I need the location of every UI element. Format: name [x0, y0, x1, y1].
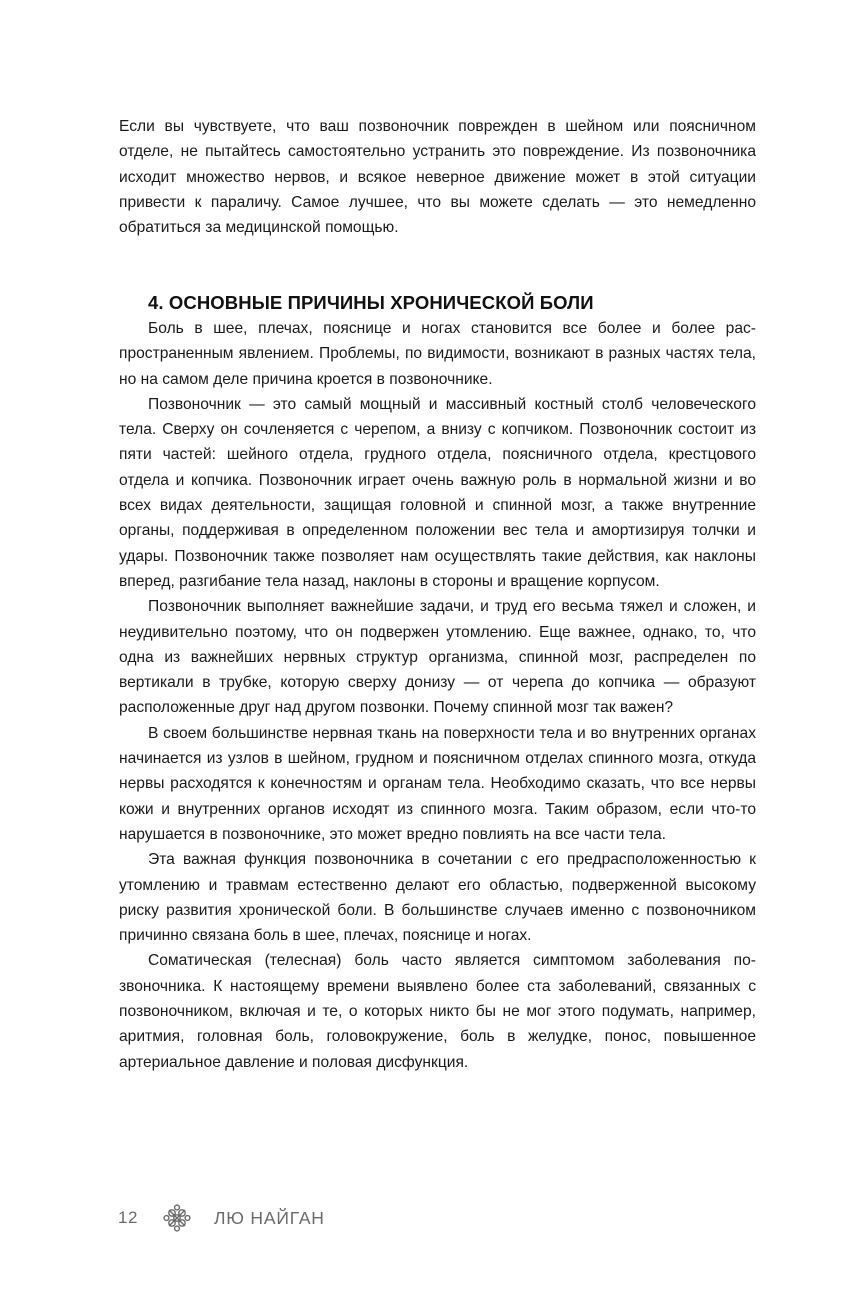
body-paragraph-6: Соматическая (телесная) боль часто является симптомом заболевания позвоночника. К настоящему времени выявлено более ста заболеваний, связанных с позвоночником, включая и те, о которых никто бы не мог этого подумать, например, аритмия, головная боль, головокружение, боль в желудке, понос, повышенное артериальное давление и половая дисфункция. [119, 952, 756, 1071]
page-footer [118, 1203, 325, 1233]
body-paragraph-1: Боль в шее, плечах, пояснице и ногах становится все более и более распространенным явлением. Проблемы, по видимости, возникают в разных частях тела, но на самом деле причина кроется в позвоночнике. [119, 320, 756, 388]
intro-text [119, 114, 756, 240]
endless-knot-icon [162, 1203, 192, 1233]
intro-paragraph: Если вы чувствуете, что ваш позвоночник поврежден в шейном или поясничном отделе, не пытайтесь самостоятельно устранить это повреждение. Из позвоночника исходит множество нервов, и всякое неверное движение может в этой ситуации привести к параличу. Самое лучшее, что вы можете сделать — это немедленно обратиться за медицинской помощью. [119, 118, 756, 237]
body-paragraph-2: Позвоночник — это самый мощный и массивный костный столб человеческого тела. Сверху он сочленяется с черепом, а внизу с копчиком. Позвоночник состоит из пяти частей: шейного отдела, грудного отдела, поясничного отдела, крестцового отдела и копчика. Позвоночник играет очень важную роль в нормальной жизни и во всех видах деятельности, защищая головной и спинной мозг, а также внутренние органы, поддерживая в определенном положении вес тела и амортизируя толчки и удары. Позвоночник также позволяет нам осуществлять такие действия, как наклоны вперед, разгибание тела назад, наклоны в стороны и вращение корпусом. [119, 395, 756, 590]
body-paragraph-4: В своем большинстве нервная ткань на поверхности тела и во внутренних органах начинается из узлов в шейном, грудном и поясничном отделах спинного мозга, откуда нервы расходятся к конечностям и органам тела. Необходимо сказать, что все нервы кожи и внутренних органов исходят из спинного мозга. Таким образом, если что-то нарушается в позвоночнике, это может вредно повлиять на все части тела. [119, 724, 756, 843]
author-name: ЛЮ НАЙГАН [214, 1207, 325, 1228]
section-heading: 4. ОСНОВНЫЕ ПРИЧИНЫ ХРОНИЧЕСКОЙ БОЛИ [148, 292, 594, 314]
body-paragraph-5: Эта важная функция позвоночника в сочетании с его предрасположенностью к утомлению и травмам естественно делают его областью, подверженной высокому риску развития хронической боли. В большинстве случаев именно с позвоночником причинно связана боль в шее, плечах, пояснице и ногах. [119, 851, 756, 945]
page-number: 12 [118, 1208, 138, 1227]
section-body [119, 316, 756, 1075]
body-paragraph-3: Позвоночник выполняет важнейшие задачи, и труд его весьма тяжел и сложен, и неудивительно поэтому, что он подвержен утомлению. Еще важнее, однако, то, что одна из важнейших нервных структур организма, спинной мозг, распределен по вертикали в трубке, которую сверху донизу — от черепа до копчика — образуют расположенные друг над другом позвонки. Почему спинной мозг так важен? [119, 598, 756, 717]
